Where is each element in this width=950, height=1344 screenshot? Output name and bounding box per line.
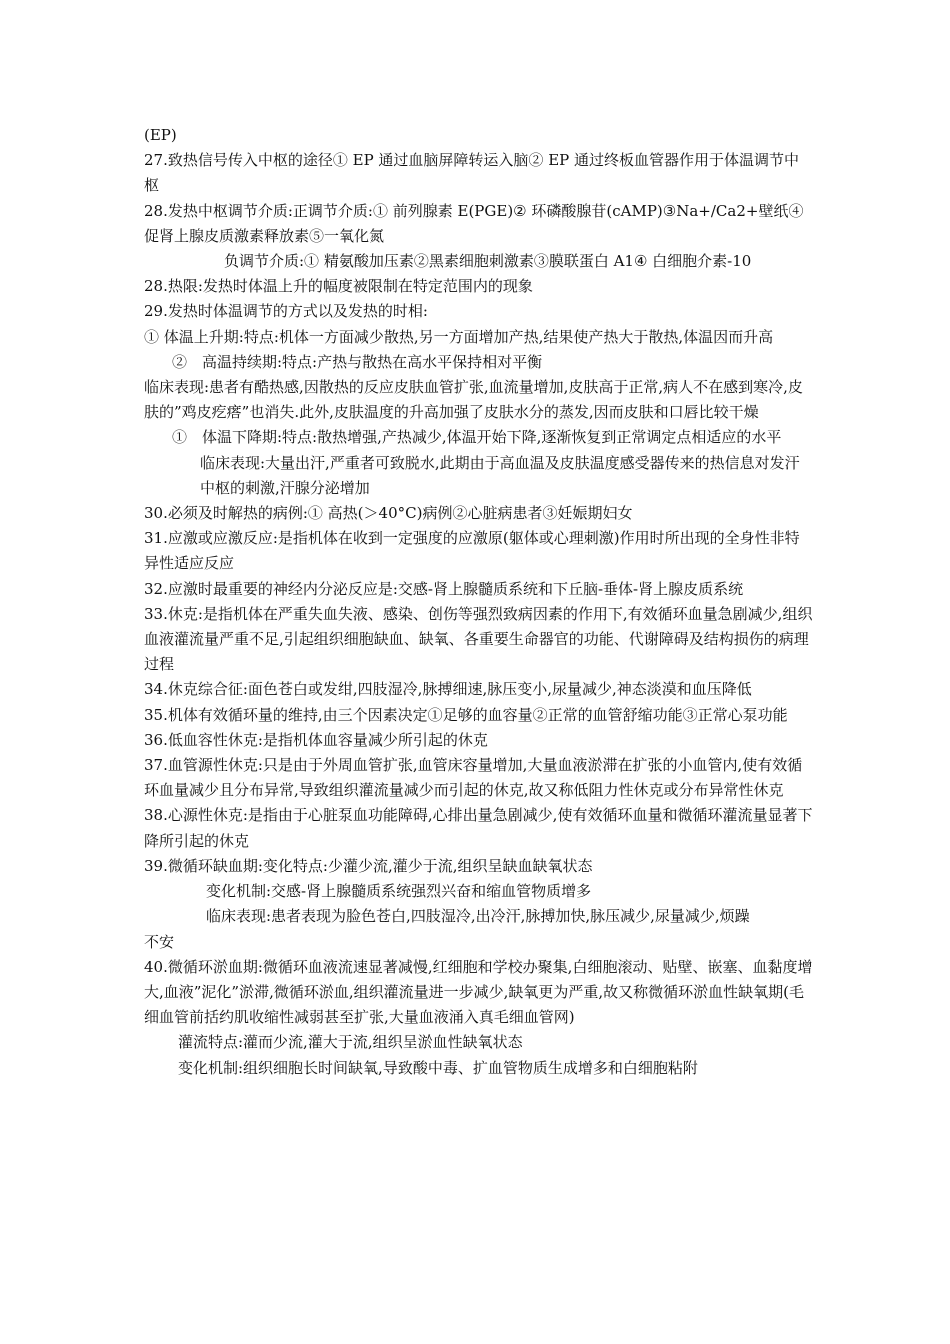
item-40: 40.微循环淤血期:微循环血液流速显著减慢,红细胞和学校办聚集,白细胞滚动、贴壁、嵌塞、血黏度增大,血液”泥化”淤滞,微循环淤血,组织灌流量进一步减少,缺氧更为严重,故又称微循环淤血性缺氧期(毛细血管前括约肌收缩性减弱甚至扩张,大量血液涌入真毛细血管网) — [144, 957, 813, 1027]
item-35: 35.机体有效循环量的维持,由三个因素决定①足够的血容量②正常的血管舒缩功能③正常心泵功能 — [144, 705, 788, 724]
phase-falling: ① 体温下降期:特点:散热增强,产热减少,体温开始下降,逐渐恢复到正常调定点相适应的水平 — [172, 428, 782, 447]
item-29: 29.发热时体温调节的方式以及发热的时相: — [144, 302, 428, 321]
item-32: 32.应激时最重要的神经内分泌反应是:交感-肾上腺髓质系统和下丘脑-垂体-肾上腺皮质系统 — [144, 579, 744, 598]
text-line: (EP) — [144, 126, 177, 144]
item-33: 33.休克:是指机体在严重失血失液、感染、创伤等强烈致病因素的作用下,有效循环血量急剧减少,组织血液灌流量严重不足,引起组织细胞缺血、缺氧、各重要生命器官的功能、代谢障碍及结构损伤的病理过程 — [144, 604, 813, 674]
item-34: 34.休克综合征:面色苍白或发绀,四肢湿冷,脉搏细速,脉压变小,尿量减少,神态淡漠和血压降低 — [144, 680, 752, 699]
stasis-mechanism: 变化机制:组织细胞长时间缺氧,导致酸中毒、扩血管物质生成增多和白细胞粘附 — [178, 1058, 698, 1077]
ischemia-clinical-cont: 不安 — [144, 932, 175, 951]
item-39: 39.微循环缺血期:变化特点:少灌少流,灌少于流,组织呈缺血缺氧状态 — [144, 856, 593, 875]
ischemia-clinical: 临床表现:患者表现为脸色苍白,四肢湿冷,出冷汗,脉搏加快,脉压减少,尿量减少,烦躁 — [206, 907, 750, 926]
phase-plateau: ② 高温持续期:特点:产热与散热在高水平保持相对平衡 — [172, 352, 543, 371]
item-37: 37.血管源性休克:只是由于外周血管扩张,血管床容量增加,大量血液淤滞在扩张的小血管内,使有效循环血量减少且分布异常,导致组织灌流量减少而引起的休克,故又称低阻力性休克或分布异常性休克 — [144, 756, 803, 800]
item-28-heat-limit: 28.热限:发热时体温上升的幅度被限制在特定范围内的现象 — [144, 277, 533, 296]
item-31: 31.应激或应激反应:是指机体在收到一定强度的应激原(躯体或心理刺激)作用时所出现的全身性非特异性适应反应 — [144, 529, 800, 573]
item-27: 27.致热信号传入中枢的途径① EP 通过血脑屏障转运入脑② EP 通过终板血管器作用于体温调节中枢 — [144, 151, 800, 195]
negative-mediators: 负调节介质:① 精氨酸加压素②黑素细胞刺激素③膜联蛋白 A1④ 白细胞介素-10 — [224, 252, 752, 271]
item-28-mediators: 28.发热中枢调节介质:正调节介质:① 前列腺素 E(PGE)② 环磷酸腺苷(cAMP)③Na+/Ca2+壁纸④促肾上腺皮质激素释放素⑤一氧化氮 — [144, 201, 804, 245]
item-38: 38.心源性休克:是指由于心脏泵血功能障碍,心排出量急剧减少,使有效循环血量和微循环灌流量显著下降所引起的休克 — [144, 806, 813, 850]
item-36: 36.低血容性休克:是指机体血容量减少所引起的休克 — [144, 730, 488, 749]
falling-clinical: 临床表现:大量出汗,严重者可致脱水,此期由于高血温及皮肤温度感受器传来的热信息对发汗中枢的刺激,汗腺分泌增加 — [200, 453, 800, 497]
item-30: 30.必须及时解热的病例:① 高热(＞40°C)病例②心脏病患者③妊娠期妇女 — [144, 504, 633, 523]
phase-rising: ① 体温上升期:特点:机体一方面减少散热,另一方面增加产热,结果使产热大于散热,体温因而升高 — [144, 327, 774, 346]
plateau-clinical: 临床表现:患者有酷热感,因散热的反应皮肤血管扩张,血流量增加,皮肤高于正常,病人不在感到寒冷,皮肤的”鸡皮疙瘩”也消失.此外,皮肤温度的升高加强了皮肤水分的蒸发,因而皮肤和口唇比较干燥 — [144, 378, 803, 422]
ischemia-mechanism: 变化机制:交感-肾上腺髓质系统强烈兴奋和缩血管物质增多 — [206, 882, 592, 901]
stasis-perfusion: 灌流特点:灌而少流,灌大于流,组织呈淤血性缺氧状态 — [178, 1033, 523, 1052]
document-body — [144, 123, 814, 1081]
